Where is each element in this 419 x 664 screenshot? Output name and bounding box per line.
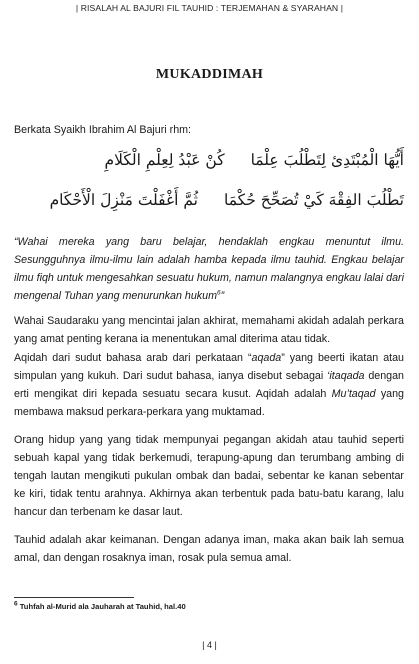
translation-quote bbox=[14, 233, 404, 305]
page-number: | 4 | bbox=[202, 640, 217, 650]
paragraph-ship-analogy: Orang hidup yang yang tidak mempunyai pegangan akidah atau tauhid seperti sebuah kapal yang tidak berkemudi, terapung-apung dan terumbang ambing di tengah lautan mengikuti pukulan ombak dan badai, sebentar ke kanan sebentar ke kiri, tidak tentu arahnya. Akhirnya akan terbentuk pada batu-batu karang, lalu hancur dan terbenam ke dasar laut. bbox=[14, 434, 404, 518]
p2-text-c: dengan erti mengikat diri kepada sesuatu secara kusut. Aqidah adalah bbox=[14, 370, 404, 400]
arabic-verse-line-1 bbox=[14, 150, 404, 170]
footnote-text: Tuhfah al-Murid ala Jauharah at Tauhid, hal.40 bbox=[17, 602, 186, 611]
term-itaqada: ‘itaqada bbox=[327, 370, 365, 382]
footnote-reference[interactable]: 6 bbox=[217, 289, 221, 297]
quote-text: “Wahai mereka yang baru belajar, hendaklah engkau menuntut ilmu. Sesungguhnya ilmu-ilmu lain adalah hamba kepada ilmu tauhid. Engkau belajar ilmu fiqh untuk mengesahkan sesuatu hukum, namun malangnya engkau lalai dari mengenal Tuhan yang menurunkan hukum bbox=[14, 236, 404, 302]
arabic-verse-1-second-half: كُنْ عَبْدُ لِعِلْمِ الْكَلَامِ bbox=[104, 151, 225, 169]
arabic-verse-2-first-half: تَطْلُبَ الفِقْهَ كَيْ تُصَحِّحَ حُكْمَا bbox=[224, 191, 404, 209]
chapter-title: MUKADDIMAH bbox=[155, 67, 264, 82]
p2-text-a: Aqidah dari sudut bahasa arab dari perkataan “ bbox=[14, 352, 252, 364]
paragraph-akhirat: Wahai Saudaraku yang mencintai jalan akhirat, memahami akidah adalah perkara yang amat penting kerana ia menentukan amal diterima atau tidak. bbox=[14, 315, 404, 345]
p2-text-b: ” yang beerti ikatan atau simpulan yang kukuh. Dari sudut bahasa, ianya disebut sebagai bbox=[14, 352, 405, 382]
term-aqada: aqada bbox=[251, 352, 282, 364]
arabic-verse-1-first-half: أَيُّهَا الْمُبْتَدِئ لِتَطْلُبَ عِلْمَا bbox=[250, 151, 404, 169]
paragraph-aqidah-definition bbox=[14, 349, 404, 421]
quote-closing-mark: ” bbox=[220, 290, 225, 302]
paragraph-tauhid-root: Tauhid adalah akar keimanan. Dengan adanya iman, maka akan baik lah semua amal, dan dengan rosaknya iman, rosak pula semua amal. bbox=[14, 534, 404, 564]
arabic-verse-2-second-half: ثُمَّ أَغْفَلْتَ مَنْزِلَ الْأَحْكَام bbox=[49, 191, 198, 209]
footnote-marker: 6 bbox=[14, 600, 18, 608]
intro-line: Berkata Syaikh Ibrahim Al Bajuri rhm: bbox=[14, 124, 192, 136]
footnote-divider bbox=[14, 597, 134, 598]
footnote bbox=[14, 602, 186, 611]
running-header: | RISALAH AL BAJURI FIL TAUHID : TERJEMAHAN & SYARAHAN | bbox=[75, 3, 344, 13]
arabic-verse-line-2 bbox=[14, 190, 404, 210]
term-mutaqad: Mu’taqad bbox=[331, 388, 376, 400]
p2-text-d: yang membawa maksud perkara-perkara yang muktamad. bbox=[14, 388, 404, 418]
